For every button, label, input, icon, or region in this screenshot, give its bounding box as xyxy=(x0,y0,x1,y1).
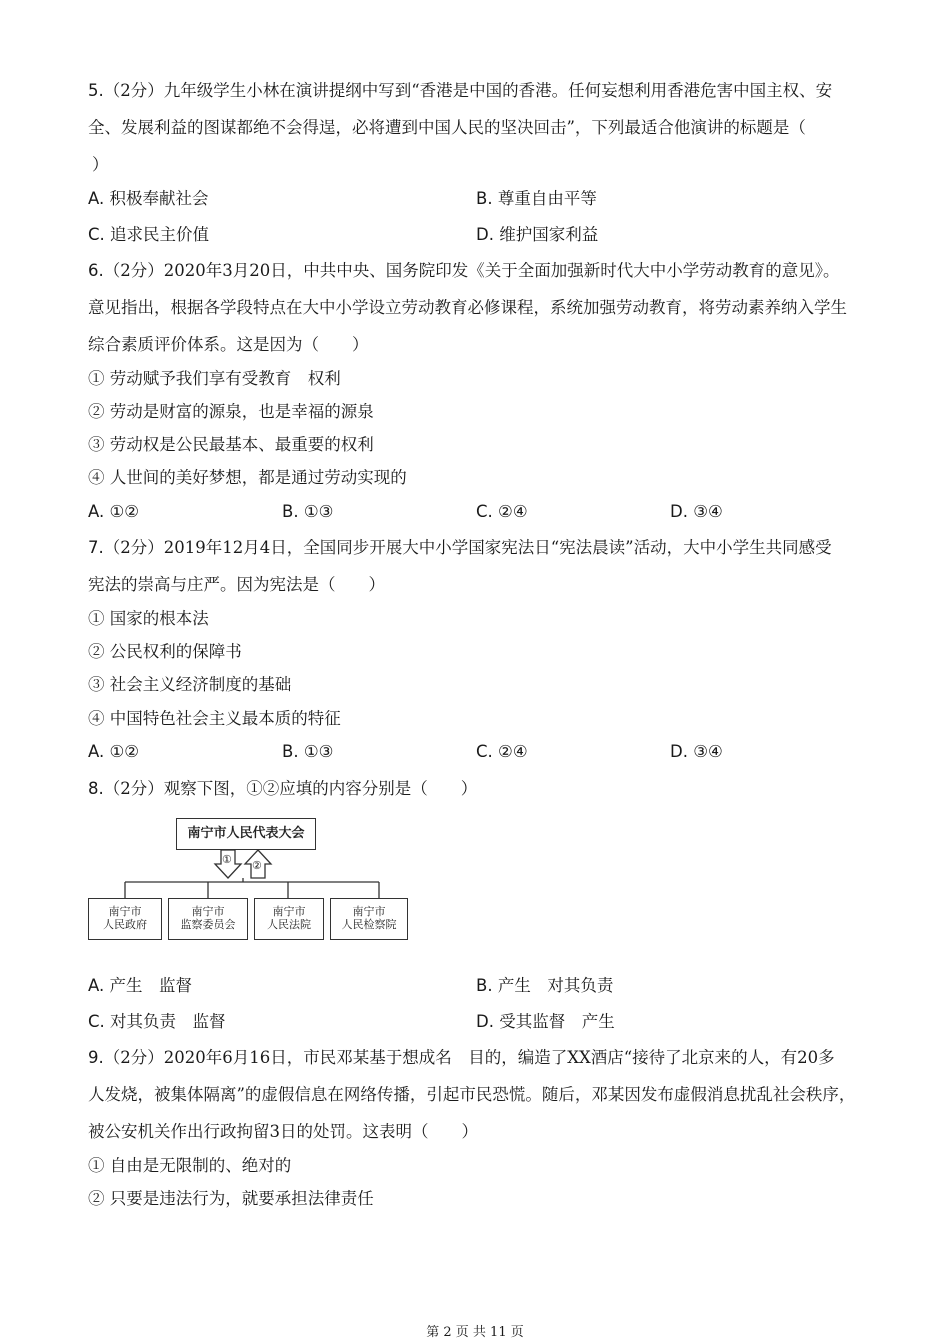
option-text: 产生 监督 xyxy=(109,976,192,995)
q7-text1: （2分）2019年12月4日，全国同步开展大中小学国家宪法日“宪法晨读”活动，大中小学生共同感受 xyxy=(103,538,832,557)
court-box-line1: 南宁市 xyxy=(272,905,306,918)
govt-box-line1: 南宁市 xyxy=(108,905,142,918)
q7-item-2: ② 公民权利的保障书 xyxy=(88,642,242,661)
q5-option-b[interactable] xyxy=(476,189,597,209)
q9-line2: 人发烧，被集体隔离”的虚假信息在网络传播，引起市民恐慌。随后，邓某因发布虚假消息扰乱社会秩序， xyxy=(88,1085,856,1104)
supervision-box xyxy=(168,898,248,940)
q9-item-1: ① 自由是无限制的、绝对的 xyxy=(88,1156,292,1175)
q7-option-a[interactable] xyxy=(88,742,139,762)
option-letter: C. xyxy=(476,502,493,521)
option-letter: C. xyxy=(88,1012,105,1031)
q6-option-d[interactable] xyxy=(670,502,723,522)
q6-item-1: ① 劳动赋予我们享有受教育 权利 xyxy=(88,369,341,388)
q7-item-4: ④ 中国特色社会主义最本质的特征 xyxy=(88,709,341,728)
option-letter: B. xyxy=(476,976,493,995)
option-text: ①③ xyxy=(303,742,334,761)
option-letter: B. xyxy=(476,189,493,208)
q8-option-a[interactable] xyxy=(88,976,192,996)
option-text: ①③ xyxy=(303,502,334,521)
q6-option-c[interactable] xyxy=(476,502,528,522)
option-text: ②④ xyxy=(498,502,528,521)
procuratorate-box xyxy=(330,898,408,940)
option-letter: D. xyxy=(476,1012,494,1031)
q7-line1 xyxy=(88,538,832,558)
option-letter: B. xyxy=(282,502,299,521)
q5-option-d[interactable] xyxy=(476,225,598,245)
option-text: ①② xyxy=(109,742,140,761)
option-letter: A. xyxy=(88,742,105,761)
q6-option-a[interactable] xyxy=(88,502,139,522)
q6-line2: 意见指出，根据各学段特点在大中小学设立劳动教育必修课程，系统加强劳动教育，将劳动素养纳入学生 xyxy=(88,298,847,317)
q8-diagram xyxy=(88,812,408,947)
q8-option-b[interactable] xyxy=(476,976,613,996)
option-letter: D. xyxy=(670,742,688,761)
arrow2-label: ② xyxy=(252,859,262,872)
q9-line1 xyxy=(88,1048,835,1068)
q7-option-d[interactable] xyxy=(670,742,723,762)
q8-number: 8. xyxy=(88,779,104,798)
option-letter: A. xyxy=(88,976,105,995)
arrow1-label: ① xyxy=(222,853,232,866)
govt-box xyxy=(88,898,162,940)
q6-option-b[interactable] xyxy=(282,502,333,522)
q8-text1: （2分）观察下图，①②应填的内容分别是（ ） xyxy=(103,779,478,798)
q5-line1 xyxy=(88,81,832,101)
q7-option-c[interactable] xyxy=(476,742,528,762)
q7-item-3: ③ 社会主义经济制度的基础 xyxy=(88,675,292,694)
option-letter: A. xyxy=(88,502,105,521)
option-text: ③④ xyxy=(693,742,723,761)
q8-line1 xyxy=(88,779,477,799)
supervision-box-line1: 南宁市 xyxy=(191,905,225,918)
option-text: ②④ xyxy=(498,742,528,761)
option-text: 受其监督 产生 xyxy=(499,1012,615,1031)
procuratorate-box-line1: 南宁市 xyxy=(352,905,386,918)
court-box-line2: 人民法院 xyxy=(267,918,311,931)
q7-item-1: ① 国家的根本法 xyxy=(88,609,209,628)
q5-option-c[interactable] xyxy=(88,225,209,245)
q8-option-c[interactable] xyxy=(88,1012,226,1032)
q6-item-3: ③ 劳动权是公民最基本、最重要的权利 xyxy=(88,435,374,454)
q6-line3: 综合素质评价体系。这是因为（ ） xyxy=(88,335,369,354)
q6-item-4: ④ 人世间的美好梦想，都是通过劳动实现的 xyxy=(88,468,407,487)
q7-number: 7. xyxy=(88,538,104,557)
option-text: 积极奉献社会 xyxy=(109,189,209,208)
option-letter: D. xyxy=(670,502,688,521)
q5-text1: （2分）九年级学生小林在演讲提纲中写到“香港是中国的香港。任何妄想利用香港危害中国主权、安 xyxy=(103,81,833,100)
q9-text1: （2分）2020年6月16日，市民邓某基于想成名 目的，编造了XX酒店“接待了北京来的人，有20多 xyxy=(103,1048,835,1067)
option-text: 产生 对其负责 xyxy=(497,976,614,995)
option-text: ①② xyxy=(109,502,140,521)
q5-option-a[interactable] xyxy=(88,189,209,209)
govt-box-line2: 人民政府 xyxy=(103,918,147,931)
option-letter: C. xyxy=(476,742,493,761)
supervision-box-line2: 监察委员会 xyxy=(180,918,236,931)
option-text: 对其负责 监督 xyxy=(110,1012,226,1031)
q6-text1: （2分）2020年3月20日，中共中央、国务院印发《关于全面加强新时代大中小学劳动教育的意见》。 xyxy=(103,261,840,280)
court-box xyxy=(254,898,324,940)
procuratorate-box-line2: 人民检察院 xyxy=(341,918,397,931)
option-letter: B. xyxy=(282,742,299,761)
option-letter: A. xyxy=(88,189,105,208)
connector-lines xyxy=(125,878,379,898)
option-letter: C. xyxy=(88,225,105,244)
q6-number: 6. xyxy=(88,261,104,280)
q6-item-2: ② 劳动是财富的源泉，也是幸福的源泉 xyxy=(88,402,374,421)
q9-line3: 被公安机关作出行政拘留3日的处罚。这表明（ ） xyxy=(88,1122,478,1141)
option-text: 尊重自由平等 xyxy=(497,189,597,208)
q5-number: 5. xyxy=(88,81,104,100)
q5-line3: ） xyxy=(92,155,109,174)
option-text: 维护国家利益 xyxy=(499,225,599,244)
option-letter: D. xyxy=(476,225,494,244)
q7-line2: 宪法的崇高与庄严。因为宪法是（ ） xyxy=(88,575,385,594)
npc-box: 南宁市人民代表大会 xyxy=(176,818,316,850)
q5-line2: 全、发展利益的图谋都绝不会得逞，必将遭到中国人民的坚决回击”，下列最适合他演讲的标题是（ xyxy=(88,118,806,137)
q6-line1 xyxy=(88,261,839,281)
page-footer: 第 2 页 共 11 页 xyxy=(426,1325,524,1340)
q9-item-2: ② 只要是违法行为，就要承担法律责任 xyxy=(88,1189,374,1208)
option-text: 追求民主价值 xyxy=(110,225,210,244)
option-text: ③④ xyxy=(693,502,723,521)
q8-option-d[interactable] xyxy=(476,1012,615,1032)
q7-option-b[interactable] xyxy=(282,742,333,762)
q9-number: 9. xyxy=(88,1048,104,1067)
